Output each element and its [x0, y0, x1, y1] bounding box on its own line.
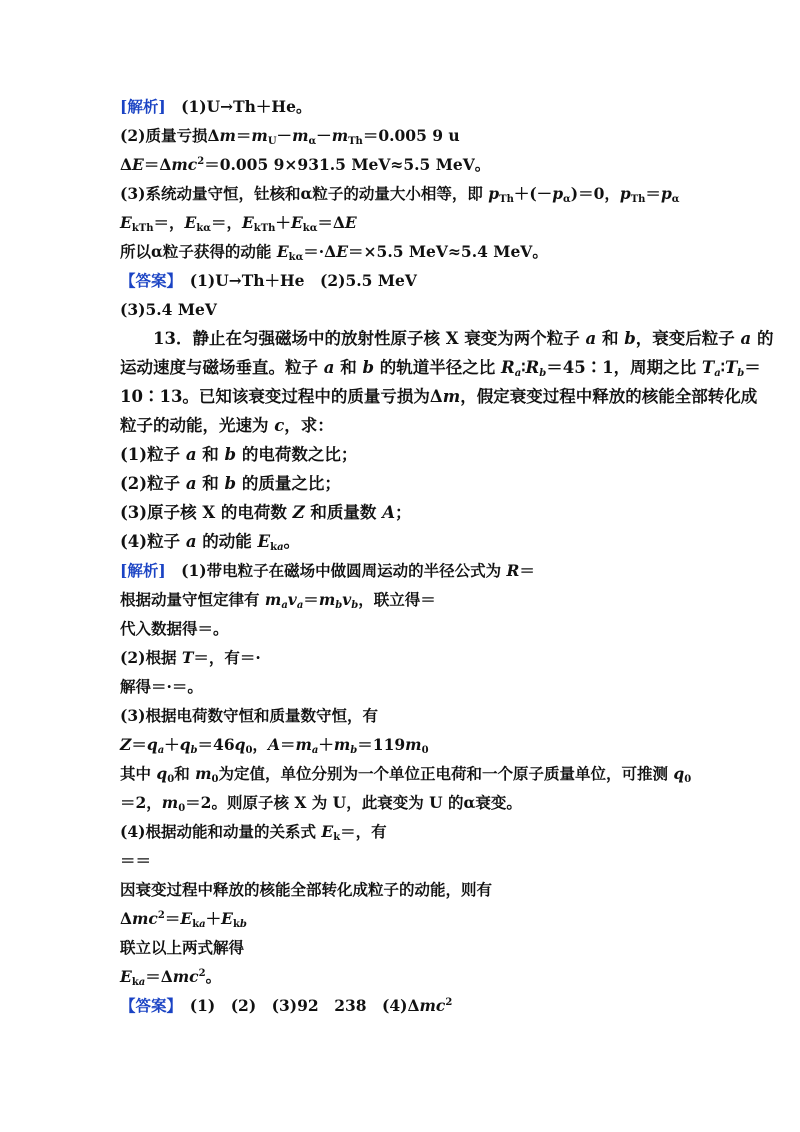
question-line: (3)原子核 X 的电荷数 Z 和质量数 A；: [120, 503, 412, 522]
analysis-line: [解析] (1)带电粒子在磁场中做圆周运动的半径公式为 R＝: [120, 561, 535, 580]
text-line: 因衰变过程中释放的核能全部转化成粒子的动能，则有: [120, 880, 493, 899]
question-line: 粒子的动能，光速为 c，求：: [120, 416, 334, 435]
question-line: 10∶13。已知该衰变过程中的质量亏损为Δm，假定衰变过程中释放的核能全部转化成: [120, 387, 758, 406]
text-line: 其中 $q_0$和 $m_0$为定值，单位分别为一个单位正电荷和一个原子质量单位，可推测 $q_0$: [120, 764, 692, 785]
text-line: ＝2，$m_0=2$。则原子核 X 为 U，此衰变为 U 的α衰变。: [120, 793, 522, 814]
question-line: (1)粒子 a 和 b 的电荷数之比；: [120, 445, 358, 464]
text-line: $E_{kTh}=$，$E_{k\alpha}=$，$E_{kTh}+E_{k\alpha}=\Delta E$: [120, 213, 357, 234]
question-line: 运动速度与磁场垂直。粒子 a 和 b 的轨道半径之比 $R_a∶R_b=45∶1$，周期之比 $T_a∶T_b=$: [120, 358, 761, 379]
answer-tag: 【答案】: [120, 271, 175, 290]
answer-tag: 【答案】: [120, 996, 175, 1015]
text-line: ＝＝: [120, 851, 152, 870]
text-line: (3)系统动量守恒，钍核和α粒子的动量大小相等，即 $p_{Th}+(-p_\alpha)=0$，$p_{Th}=p_\alpha$: [120, 184, 680, 205]
question-line: 13．静止在匀强磁场中的放射性原子核 X 衰变为两个粒子 a 和 b，衰变后粒子 a 的: [120, 329, 774, 348]
text-line: ΔE＝Δmc$^2$＝0.005 9×931.5 MeV≈5.5 MeV。: [120, 155, 491, 174]
text-line: (3)5.4 MeV: [120, 300, 217, 319]
text-line: 代入数据得＝。: [120, 619, 229, 638]
question-line: (4)粒子 a 的动能 $E_{ka}$。: [120, 532, 301, 553]
text-line: (3)根据电荷数守恒和质量数守恒，有: [120, 706, 378, 725]
text-line: $E_{ka}=\Delta mc^2$。: [120, 967, 222, 988]
text-line: 所以α粒子获得的动能 $E_{k\alpha}=\cdot\Delta E=\times 5.5$ MeV≈5.4 MeV。: [120, 242, 548, 263]
text-line: $Z=q_a+q_b=46q_0$，$A=m_a+m_b=119m_0$: [120, 735, 429, 756]
analysis-tag: [解析]: [120, 97, 166, 116]
text-line: $\Delta mc^2=E_{ka}+E_{kb}$: [120, 909, 247, 930]
question-line: (2)粒子 a 和 b 的质量之比；: [120, 474, 341, 493]
text-line: (2)质量亏损$\Delta m=m_U-m_\alpha-m_{Th}=0.005$ 9 u: [120, 126, 460, 147]
analysis-line: [解析] (1)U→Th＋He。: [120, 97, 312, 116]
analysis-tag: [解析]: [120, 561, 166, 580]
text-line: 联立以上两式解得: [120, 938, 245, 957]
answer-line: 【答案】 (1) (2) (3)92 238 (4)Δmc$^2$: [120, 996, 453, 1015]
text-line: 根据动量守恒定律有 $m_av_a=m_bv_b$，联立得＝: [120, 590, 436, 611]
text-line: 解得＝·＝。: [120, 677, 203, 696]
text-line: (2)根据 T＝，有＝·: [120, 648, 261, 667]
answer-line: 【答案】 (1)U→Th＋He (2)5.5 MeV: [120, 271, 417, 290]
text-line: (4)根据动能和动量的关系式 $E_k=$，有: [120, 822, 387, 843]
